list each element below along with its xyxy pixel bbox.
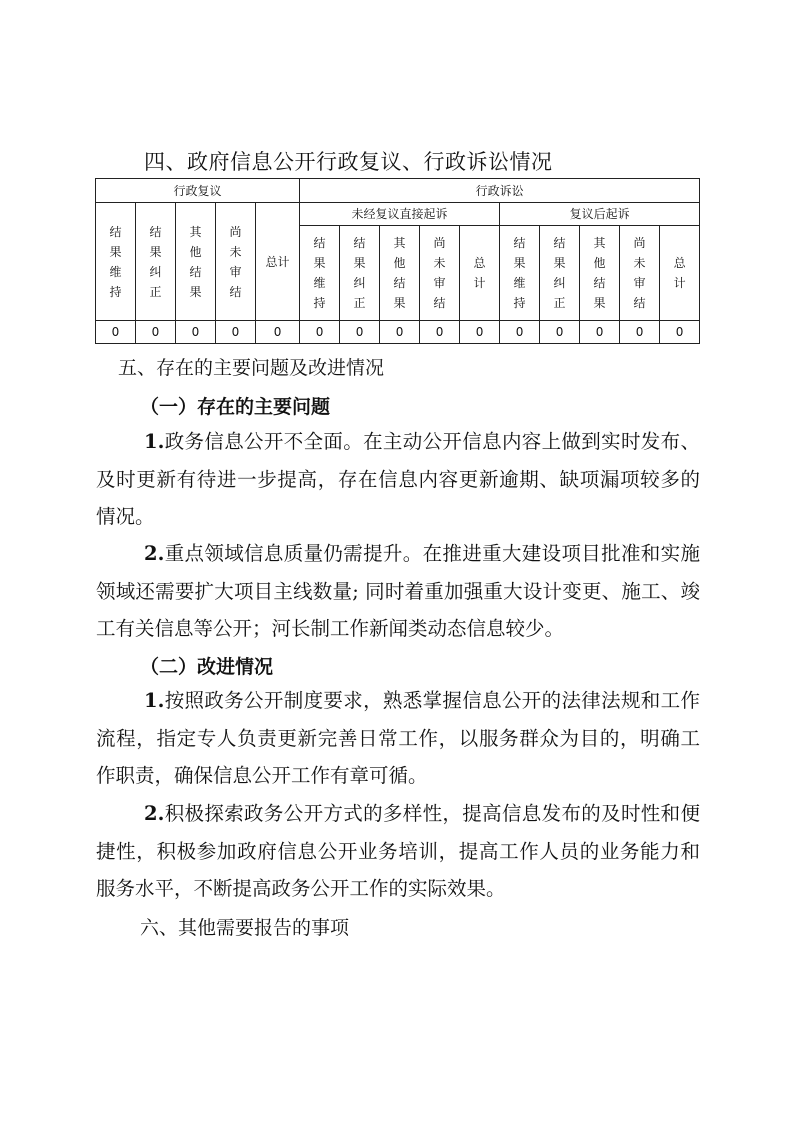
vertical-char: 结 xyxy=(393,276,406,290)
vertical-char: 果 xyxy=(313,256,326,270)
vertical-char: 总 xyxy=(673,256,686,270)
col-direct-total xyxy=(460,226,500,321)
vertical-char: 持 xyxy=(513,296,526,310)
value-cell: 0 xyxy=(500,321,540,344)
col-after-other xyxy=(580,226,620,321)
subsection-problems-title: （一）存在的主要问题 xyxy=(140,396,331,418)
paragraph-number: 1. xyxy=(144,689,165,712)
col-after-pending xyxy=(620,226,660,321)
col-direct-pending xyxy=(420,226,460,321)
vertical-char: 总 xyxy=(473,256,486,270)
vertical-char: 其 xyxy=(393,236,406,250)
vertical-char: 纠 xyxy=(149,264,162,279)
header-direct-suit: 未经复议直接起诉 xyxy=(300,203,500,226)
col-review-corrected xyxy=(136,203,176,321)
value-cell: 0 xyxy=(300,321,340,344)
vertical-char: 未 xyxy=(229,244,242,259)
vertical-char: 果 xyxy=(149,244,162,259)
col-review-other xyxy=(176,203,216,321)
value-cell: 0 xyxy=(96,321,136,344)
col-after-corrected xyxy=(540,226,580,321)
value-cell: 0 xyxy=(256,321,300,344)
value-cell: 0 xyxy=(580,321,620,344)
vertical-char: 他 xyxy=(189,244,202,259)
vertical-char: 维 xyxy=(313,276,326,290)
vertical-char: 结 xyxy=(513,236,526,250)
section-4-title: 四、政府信息公开行政复议、行政诉讼情况 xyxy=(144,150,553,174)
vertical-char: 果 xyxy=(353,256,366,270)
header-administrative-review: 行政复议 xyxy=(96,179,300,203)
value-cell: 0 xyxy=(460,321,500,344)
value-cell: 0 xyxy=(380,321,420,344)
col-review-upheld xyxy=(96,203,136,321)
vertical-char: 持 xyxy=(313,296,326,310)
paragraph-improvement-1: 1.按照政务公开制度要求，熟悉掌握信息公开的法律法规和工作流程，指定专人负责更新完善日常工作，以服务群众为目的，明确工作职责，确保信息公开工作有章可循。 xyxy=(96,689,700,787)
paragraph-problem-2: 2.重点领域信息质量仍需提升。在推进重大建设项目批准和实施领域还需要扩大项目主线数量; 同时着重加强重大设计变更、施工、竣工有关信息等公开；河长制工作新闻类动态信息较少。 xyxy=(96,542,700,640)
vertical-char: 审 xyxy=(229,264,242,279)
paragraph-number: 2. xyxy=(144,802,165,825)
vertical-char: 结 xyxy=(553,236,566,250)
value-cell: 0 xyxy=(420,321,460,344)
vertical-char: 正 xyxy=(353,296,366,310)
value-cell: 0 xyxy=(216,321,256,344)
vertical-char: 尚 xyxy=(229,224,242,239)
vertical-char: 正 xyxy=(553,296,566,310)
header-after-review-suit: 复议后起诉 xyxy=(500,203,700,226)
vertical-char: 其 xyxy=(593,236,606,250)
vertical-char: 结 xyxy=(633,296,646,310)
vertical-char: 结 xyxy=(109,224,122,239)
vertical-char: 果 xyxy=(553,256,566,270)
vertical-char: 审 xyxy=(433,276,446,290)
vertical-char: 正 xyxy=(149,284,162,299)
vertical-char: 审 xyxy=(633,276,646,290)
review-litigation-table xyxy=(95,178,700,344)
vertical-char: 结 xyxy=(149,224,162,239)
col-after-total xyxy=(660,226,700,321)
value-cell: 0 xyxy=(340,321,380,344)
vertical-char: 未 xyxy=(633,256,646,270)
subsection-improvements-title: （二）改进情况 xyxy=(140,656,274,678)
vertical-char: 其 xyxy=(189,224,202,239)
paragraph-number: 1. xyxy=(144,430,165,453)
value-cell: 0 xyxy=(660,321,700,344)
paragraph-problem-1: 1.政务信息公开不全面。在主动公开信息内容上做到实时发布、及时更新有待进一步提高，存在信息内容更新逾期、缺项漏项较多的情况。 xyxy=(96,430,700,528)
vertical-char: 果 xyxy=(593,296,606,310)
vertical-char: 未 xyxy=(433,256,446,270)
vertical-char: 结 xyxy=(593,276,606,290)
vertical-char: 尚 xyxy=(633,236,646,250)
header-administrative-litigation: 行政诉讼 xyxy=(300,179,700,203)
vertical-char: 结 xyxy=(353,236,366,250)
vertical-char: 结 xyxy=(313,236,326,250)
vertical-char: 果 xyxy=(109,244,122,259)
col-review-total: 总计 xyxy=(256,203,300,321)
vertical-char: 计 xyxy=(673,276,686,290)
paragraph-number: 2. xyxy=(144,542,165,565)
vertical-char: 纠 xyxy=(353,276,366,290)
value-cell: 0 xyxy=(136,321,176,344)
vertical-char: 他 xyxy=(393,256,406,270)
vertical-char: 他 xyxy=(593,256,606,270)
vertical-char: 结 xyxy=(229,284,242,299)
col-direct-upheld xyxy=(300,226,340,321)
value-cell: 0 xyxy=(176,321,216,344)
vertical-char: 纠 xyxy=(553,276,566,290)
section-5-title: 五、存在的主要问题及改进情况 xyxy=(118,357,385,379)
vertical-char: 果 xyxy=(189,284,202,299)
vertical-char: 结 xyxy=(189,264,202,279)
value-cell: 0 xyxy=(540,321,580,344)
paragraph-improvement-2: 2.积极探索政务公开方式的多样性，提高信息发布的及时性和便捷性，积极参加政府信息公开业务培训，提高工作人员的业务能力和服务水平，不断提高政务公开工作的实际效果。 xyxy=(96,802,700,900)
vertical-char: 果 xyxy=(513,256,526,270)
vertical-char: 持 xyxy=(109,284,122,299)
col-direct-other xyxy=(380,226,420,321)
vertical-char: 计 xyxy=(473,276,486,290)
vertical-char: 维 xyxy=(109,264,122,279)
vertical-char: 结 xyxy=(433,296,446,310)
vertical-char: 尚 xyxy=(433,236,446,250)
vertical-char: 维 xyxy=(513,276,526,290)
col-after-upheld xyxy=(500,226,540,321)
section-6-title: 六、其他需要报告的事项 xyxy=(140,917,350,939)
value-cell: 0 xyxy=(620,321,660,344)
vertical-char: 果 xyxy=(393,296,406,310)
col-review-pending xyxy=(216,203,256,321)
col-direct-corrected xyxy=(340,226,380,321)
